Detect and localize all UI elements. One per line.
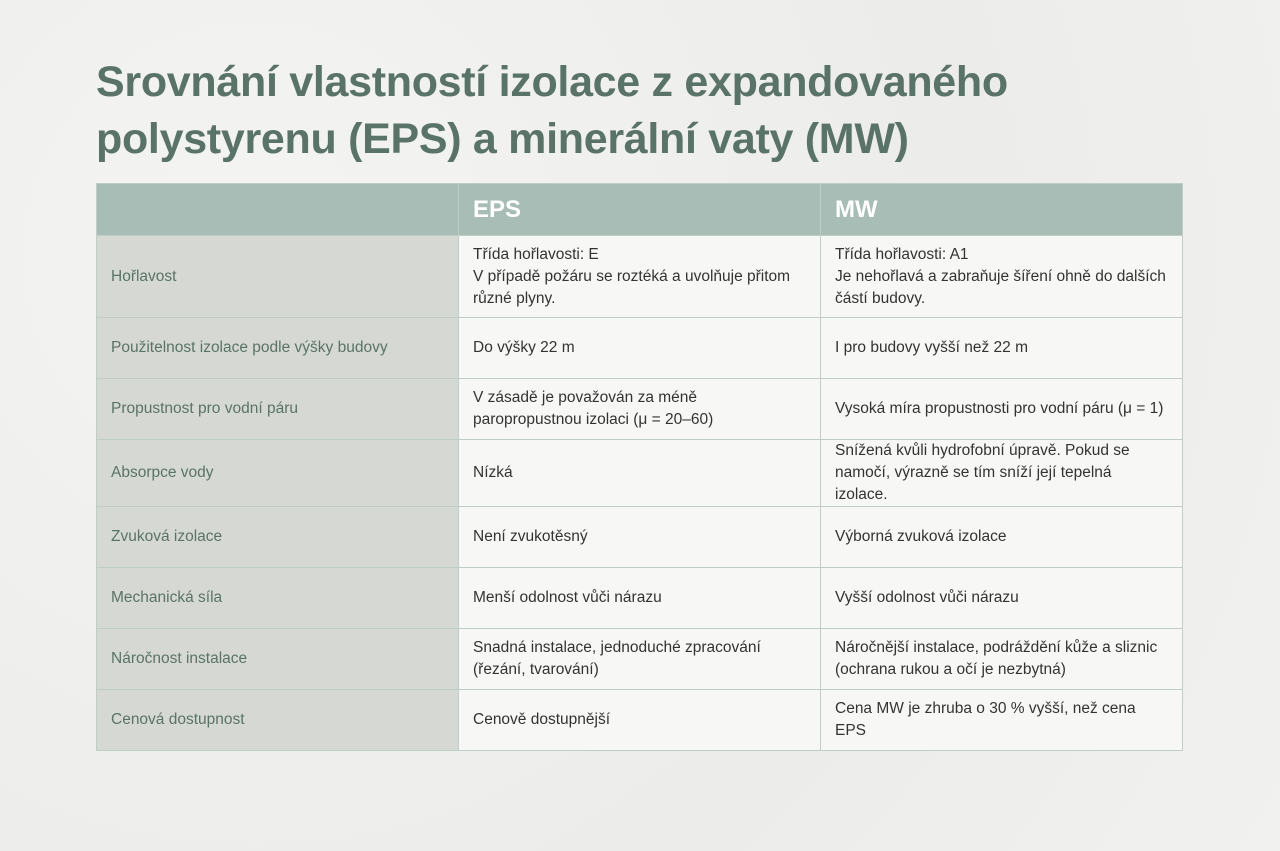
property-cell: Absorpce vody bbox=[97, 440, 459, 507]
property-cell: Použitelnost izolace podle výšky budovy bbox=[97, 318, 459, 379]
table-row bbox=[97, 236, 1183, 318]
eps-cell-text: Třída hořlavosti: E bbox=[473, 245, 599, 263]
property-cell: Propustnost pro vodní páru bbox=[97, 379, 459, 440]
eps-cell-text: Do výšky 22 m bbox=[473, 339, 575, 356]
eps-cell-text: V zásadě je považován za méně paropropustnou izolaci (μ = 20–60) bbox=[473, 389, 714, 428]
eps-cell bbox=[459, 507, 821, 568]
eps-cell bbox=[459, 379, 821, 440]
mw-cell bbox=[821, 318, 1183, 379]
property-cell: Mechanická síla bbox=[97, 568, 459, 629]
comparison-table bbox=[96, 183, 1183, 751]
property-cell: Cenová dostupnost bbox=[97, 690, 459, 751]
eps-cell bbox=[459, 568, 821, 629]
mw-cell-text: Je nehořlavá a zabraňuje šíření ohně do dalších částí budovy. bbox=[835, 267, 1166, 307]
mw-cell-text: Snížená kvůli hydrofobní úpravě. Pokud se namočí, výrazně se tím sníží její tepelná izolace. bbox=[835, 442, 1130, 503]
eps-cell-text: Snadná instalace, jednoduché zpracování (řezání, tvarování) bbox=[473, 639, 761, 678]
eps-cell bbox=[459, 318, 821, 379]
mw-cell bbox=[821, 629, 1183, 690]
eps-cell-text: Cenově dostupnější bbox=[473, 711, 611, 728]
eps-cell-text: Nízká bbox=[473, 464, 513, 481]
eps-cell bbox=[459, 440, 821, 507]
mw-cell bbox=[821, 690, 1183, 751]
table-row bbox=[97, 629, 1183, 690]
table-row bbox=[97, 690, 1183, 751]
mw-cell-text: I pro budovy vyšší než 22 m bbox=[835, 339, 1028, 356]
mw-cell bbox=[821, 507, 1183, 568]
table-row bbox=[97, 568, 1183, 629]
eps-cell bbox=[459, 236, 821, 318]
header-cell-property bbox=[97, 184, 459, 236]
eps-cell-text: V případě požáru se roztéká a uvolňuje přitom různé plyny. bbox=[473, 267, 791, 307]
property-cell: Hořlavost bbox=[97, 236, 459, 318]
property-cell: Zvuková izolace bbox=[97, 507, 459, 568]
mw-cell-text: Vyšší odolnost vůči nárazu bbox=[835, 589, 1019, 606]
table-body bbox=[97, 236, 1183, 751]
header-cell-mw: MW bbox=[821, 184, 1183, 236]
table-row bbox=[97, 507, 1183, 568]
mw-cell-text: Vysoká míra propustnosti pro vodní páru (μ = 1) bbox=[835, 400, 1164, 417]
mw-cell bbox=[821, 440, 1183, 507]
header-cell-eps: EPS bbox=[459, 184, 821, 236]
eps-cell bbox=[459, 690, 821, 751]
mw-cell bbox=[821, 379, 1183, 440]
table-row bbox=[97, 379, 1183, 440]
table-row bbox=[97, 440, 1183, 507]
table-header-row bbox=[97, 184, 1183, 236]
property-cell: Náročnost instalace bbox=[97, 629, 459, 690]
mw-cell-text: Náročnější instalace, podráždění kůže a sliznic (ochrana rukou a očí je nezbytná) bbox=[835, 639, 1158, 678]
page-title: Srovnání vlastností izolace z expandovaného polystyrenu (EPS) a minerální vaty (MW) bbox=[96, 58, 1008, 163]
mw-cell-text: Výborná zvuková izolace bbox=[835, 528, 1007, 545]
mw-cell-text: Třída hořlavosti: A1 bbox=[835, 245, 969, 263]
mw-cell-text: Cena MW je zhruba o 30 % vyšší, než cena EPS bbox=[835, 700, 1136, 739]
mw-cell bbox=[821, 568, 1183, 629]
eps-cell bbox=[459, 629, 821, 690]
mw-cell bbox=[821, 236, 1183, 318]
eps-cell-text: Menší odolnost vůči nárazu bbox=[473, 589, 662, 606]
eps-cell-text: Není zvukotěsný bbox=[473, 528, 588, 545]
table-row bbox=[97, 318, 1183, 379]
